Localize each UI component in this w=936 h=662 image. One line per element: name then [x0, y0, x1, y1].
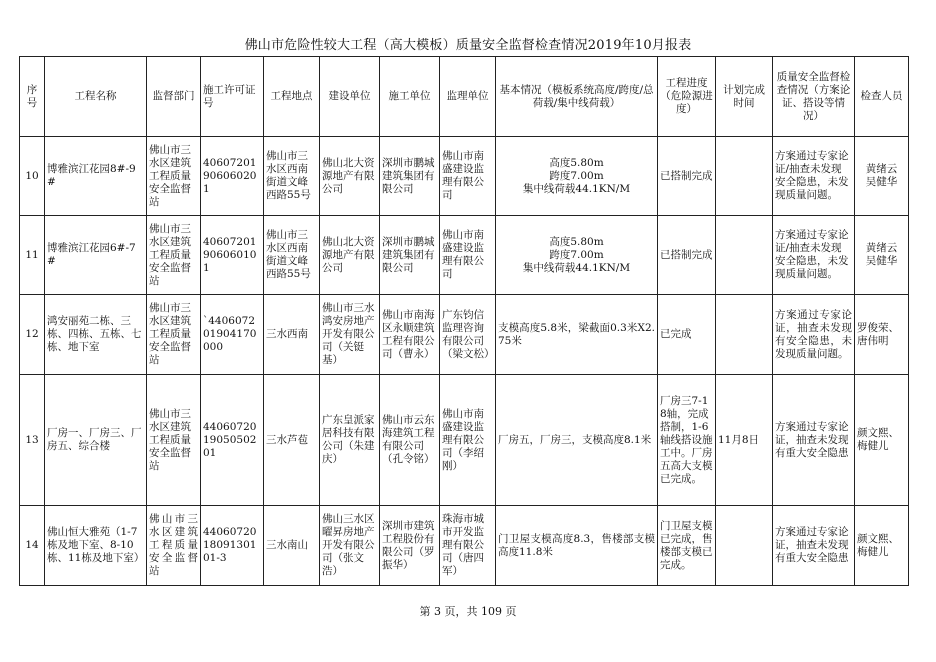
- table-header-row: [20, 57, 909, 137]
- contractor: 深圳市建筑工程股份有限公司（罗振华）: [380, 506, 440, 586]
- basic-info: 门卫屋支模高度8.3，售楼部支模高度11.8米: [496, 506, 658, 586]
- planned-completion: [716, 137, 773, 216]
- header-cell: 建设单位: [320, 57, 380, 137]
- planned-completion: [716, 506, 773, 586]
- developer: 广东皇派家居科技有限公司（朱建庆）: [320, 375, 380, 506]
- supervision-dept: 佛山市三水区建筑工程质量安全监督站: [147, 375, 201, 506]
- basic-info: 厂房五，厂房三，支模高度8.1米: [496, 375, 658, 506]
- basic-info: 支模高度5.8米，梁截面0.3米X2.75米: [496, 295, 658, 375]
- permit-number: 40607201906060201: [201, 137, 264, 216]
- row-number: 14: [20, 506, 45, 586]
- inspectors: 黄绪云 吴健华: [855, 137, 909, 216]
- page-footer: 第 3 页，共 109 页: [419, 605, 517, 618]
- permit-number: 40607201906060101: [201, 216, 264, 295]
- row-number: 10: [20, 137, 45, 216]
- permit-number: `440607201904170000: [201, 295, 264, 375]
- project-location: 三水西南: [264, 295, 320, 375]
- header-cell: 质量安全监督检查情况（方案论证、搭设等情况）: [773, 57, 855, 137]
- supervisor-company: 珠海市城市开发监理有限公司（唐四军）: [440, 506, 496, 586]
- header-cell: 检查人员: [855, 57, 909, 137]
- project-name: 博雅滨江花园6#-7#: [45, 216, 147, 295]
- project-location: 三水南山: [264, 506, 320, 586]
- progress: 已搭制完成: [658, 216, 716, 295]
- inspection-result: 方案通过专家论证/抽查未发现安全隐患，未发现质量问题。: [773, 137, 855, 216]
- basic-info: 高度5.80m 跨度7.00m 集中线荷载44.1KN/M: [496, 137, 658, 216]
- header-cell: 监督部门: [147, 57, 201, 137]
- progress: 已搭制完成: [658, 137, 716, 216]
- header-cell: 计划完成时间: [716, 57, 773, 137]
- table-row: [20, 216, 909, 295]
- project-name: 博雅滨江花园8#-9#: [45, 137, 147, 216]
- page-title: 佛山市危险性较大工程（高大模板）质量安全监督检查情况2019年10月报表: [244, 38, 692, 53]
- row-number: 12: [20, 295, 45, 375]
- basic-info: 高度5.80m 跨度7.00m 集中线荷载44.1KN/M: [496, 216, 658, 295]
- table-row: [20, 295, 909, 375]
- supervisor-company: 佛山市南盛建设监理有限公司: [440, 216, 496, 295]
- supervision-dept: 佛山市三水区建筑工程质量安全监督站: [147, 295, 201, 375]
- header-cell: 施工单位: [380, 57, 440, 137]
- table-row: [20, 506, 909, 586]
- contractor: 佛山市云东海建筑工程有限公司（孔令铭）: [380, 375, 440, 506]
- planned-completion: 11月8日: [716, 375, 773, 506]
- inspection-result: 方案通过专家论证，抽查未发现有重大安全隐患: [773, 506, 855, 586]
- row-number: 11: [20, 216, 45, 295]
- progress: 厂房三7-18轴，完成搭制，1-6轴线搭设施工中。厂房五高大支模已完成。: [658, 375, 716, 506]
- project-name: 鸿安丽苑二栋、三栋、四栋、五栋、七栋、地下室: [45, 295, 147, 375]
- header-cell: 基本情况（模板系统高度/跨度/总荷载/集中线荷载）: [496, 57, 658, 137]
- progress: 门卫屋支模已完成，售楼部支模已完成。: [658, 506, 716, 586]
- supervisor-company: 广东钧信监理咨询有限公司（梁文松）: [440, 295, 496, 375]
- inspection-table: [19, 56, 909, 586]
- supervisor-company: 佛山市南盛建设监理有限公司: [440, 137, 496, 216]
- developer: 佛山市三水鸿安房地产开发有限公司（关铤基）: [320, 295, 380, 375]
- header-cell: 序号: [20, 57, 45, 137]
- inspectors: 罗俊荣、唐伟明: [855, 295, 909, 375]
- inspection-result: 方案通过专家论证，抽查未发现有重大安全隐患: [773, 375, 855, 506]
- developer: 佛山三水区曜昇房地产开发有限公司（张文浩）: [320, 506, 380, 586]
- supervisor-company: 佛山市南盛建设监理有限公司（李绍刚）: [440, 375, 496, 506]
- contractor: 佛山市南海区永顺建筑工程有限公司（曹永）: [380, 295, 440, 375]
- inspection-result: 方案通过专家论证，抽查未发现有安全隐患，未发现质量问题。: [773, 295, 855, 375]
- header-cell: 工程进度（危险源进度）: [658, 57, 716, 137]
- header-cell: 工程地点: [264, 57, 320, 137]
- table-row: [20, 375, 909, 506]
- inspectors: 颜文熙、梅健儿: [855, 506, 909, 586]
- developer: 佛山北大资源地产有限公司: [320, 137, 380, 216]
- supervision-dept: 佛山市三水区建筑工程质量安全监督站: [147, 506, 201, 586]
- inspectors: 黄绪云 吴健华: [855, 216, 909, 295]
- permit-number: 440607201905050201: [201, 375, 264, 506]
- row-number: 13: [20, 375, 45, 506]
- inspection-result: 方案通过专家论证/抽查未发现安全隐患，未发现质量问题。: [773, 216, 855, 295]
- contractor: 深圳市鹏城建筑集团有限公司: [380, 216, 440, 295]
- header-cell: 监理单位: [440, 57, 496, 137]
- header-cell: 工程名称: [45, 57, 147, 137]
- developer: 佛山北大资源地产有限公司: [320, 216, 380, 295]
- planned-completion: [716, 295, 773, 375]
- project-location: 佛山市三水区西南街道文峰西路55号: [264, 137, 320, 216]
- supervision-dept: 佛山市三水区建筑工程质量安全监督站: [147, 216, 201, 295]
- project-name: 佛山恒大雅苑（1-7栋及地下室、8-10栋、11栋及地下室）: [45, 506, 147, 586]
- supervision-dept: 佛山市三水区建筑工程质量安全监督站: [147, 137, 201, 216]
- project-location: 佛山市三水区西南街道文峰西路55号: [264, 216, 320, 295]
- header-cell: 施工许可证号: [201, 57, 264, 137]
- planned-completion: [716, 216, 773, 295]
- project-name: 厂房一、厂房三、厂房五、综合楼: [45, 375, 147, 506]
- contractor: 深圳市鹏城建筑集团有限公司: [380, 137, 440, 216]
- permit-number: 440607201809130101-3: [201, 506, 264, 586]
- table-row: [20, 137, 909, 216]
- inspectors: 颜文熙、梅健儿: [855, 375, 909, 506]
- progress: 已完成: [658, 295, 716, 375]
- project-location: 三水芦苞: [264, 375, 320, 506]
